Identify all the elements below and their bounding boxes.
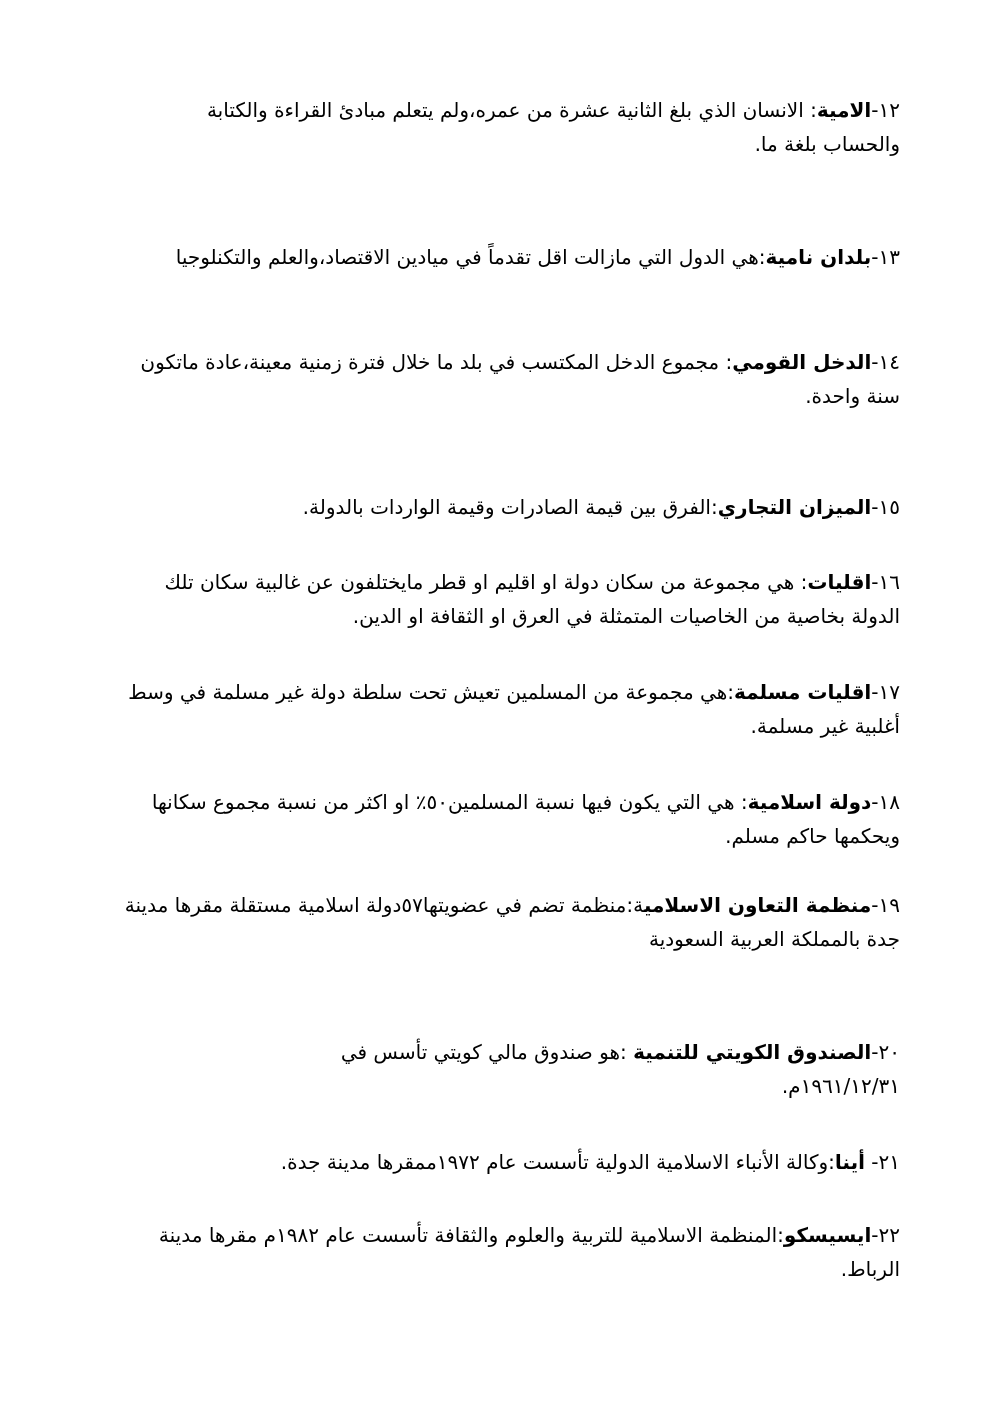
definition-text: : هي التي يكون فيها نسبة المسلمين٥٠٪ او اكثر من نسبة مجموع سكانها ويحكمها حاكم مسلم. (151, 790, 900, 848)
definition-term: الدخل القومي (732, 350, 872, 374)
definition-text: :الفرق بين قيمة الصادرات وقيمة الواردات بالدولة. (302, 495, 718, 519)
definition-20 (220, 1035, 900, 1103)
definition-number: ١٣- (871, 245, 900, 269)
definition-text: :وكالة الأنباء الاسلامية الدولية تأسست عام ١٩٧٢ممقرها مدينة جدة. (280, 1150, 835, 1174)
definition-term: أينا (834, 1150, 865, 1174)
definition-term: بلدان نامية (765, 245, 872, 269)
definition-13 (160, 240, 900, 274)
definition-19 (120, 888, 900, 956)
definition-text: : هي مجموعة من سكان دولة او اقليم او قطر مايختلفون عن غالبية سكان تلك الدولة بخاصية من الخاصيات المتمثلة في العرق او الثقافة او الدين. (164, 570, 900, 628)
definition-number: ١٤- (871, 350, 900, 374)
definition-text: :هي الدول التي مازالت اقل تقدماً في ميادين الاقتصاد،والعلم والتكنلوجيا (175, 245, 766, 269)
definition-17 (115, 675, 900, 743)
definition-16 (115, 565, 900, 633)
definition-term: منظمة التعاون الاسلامي (643, 893, 872, 917)
definition-12 (125, 93, 900, 161)
definition-text: ة:منظمة تضم في عضويتها٥٧دولة اسلامية مستقلة مقرها مدينة جدة بالمملكة العربية السعودية (124, 893, 900, 951)
definition-15 (140, 490, 900, 524)
definition-term: الصندوق الكويتي للتنمية (633, 1040, 872, 1064)
definition-text: : مجموع الدخل المكتسب في بلد ما خلال فترة زمنية معينة،عادة ماتكون سنة واحدة. (140, 350, 900, 408)
definition-number: ١٨- (871, 790, 900, 814)
definition-number: ١٧- (871, 680, 900, 704)
definition-term: ايسيسكو (783, 1223, 872, 1247)
definition-number: ٢١- (864, 1150, 900, 1174)
definition-number: ١٥- (871, 495, 900, 519)
definition-term: اقليات مسلمة (734, 680, 872, 704)
definition-term: اقليات (807, 570, 872, 594)
definition-number: ١٦- (871, 570, 900, 594)
definition-18 (100, 785, 900, 853)
definition-number: ١٩- (871, 893, 900, 917)
definition-term: الامية (816, 98, 872, 122)
definition-term: الميزان التجاري (717, 495, 872, 519)
definition-14 (125, 345, 900, 413)
definition-number: ٢٠- (871, 1040, 900, 1064)
definition-number: ١٢- (871, 98, 900, 122)
definition-text: : الانسان الذي بلغ الثانية عشرة من عمره،ولم يتعلم مبادئ القراءة والكتابة والحساب بلغة ما. (206, 98, 900, 156)
definition-text: :المنظمة الاسلامية للتربية والعلوم والثقافة تأسست عام ١٩٨٢م مقرها مدينة الرباط. (158, 1223, 900, 1281)
definition-22 (130, 1218, 900, 1286)
definition-text: :هي مجموعة من المسلمين تعيش تحت سلطة دولة غير مسلمة في وسط أغلبية غير مسلمة. (128, 680, 900, 738)
definition-text: :هو صندوق مالي كويتي تأسس في ١٩٦١/١٢/٣١م. (340, 1040, 900, 1098)
definition-21 (140, 1145, 900, 1179)
definition-number: ٢٢- (871, 1223, 900, 1247)
definition-term: دولة اسلامية (747, 790, 872, 814)
